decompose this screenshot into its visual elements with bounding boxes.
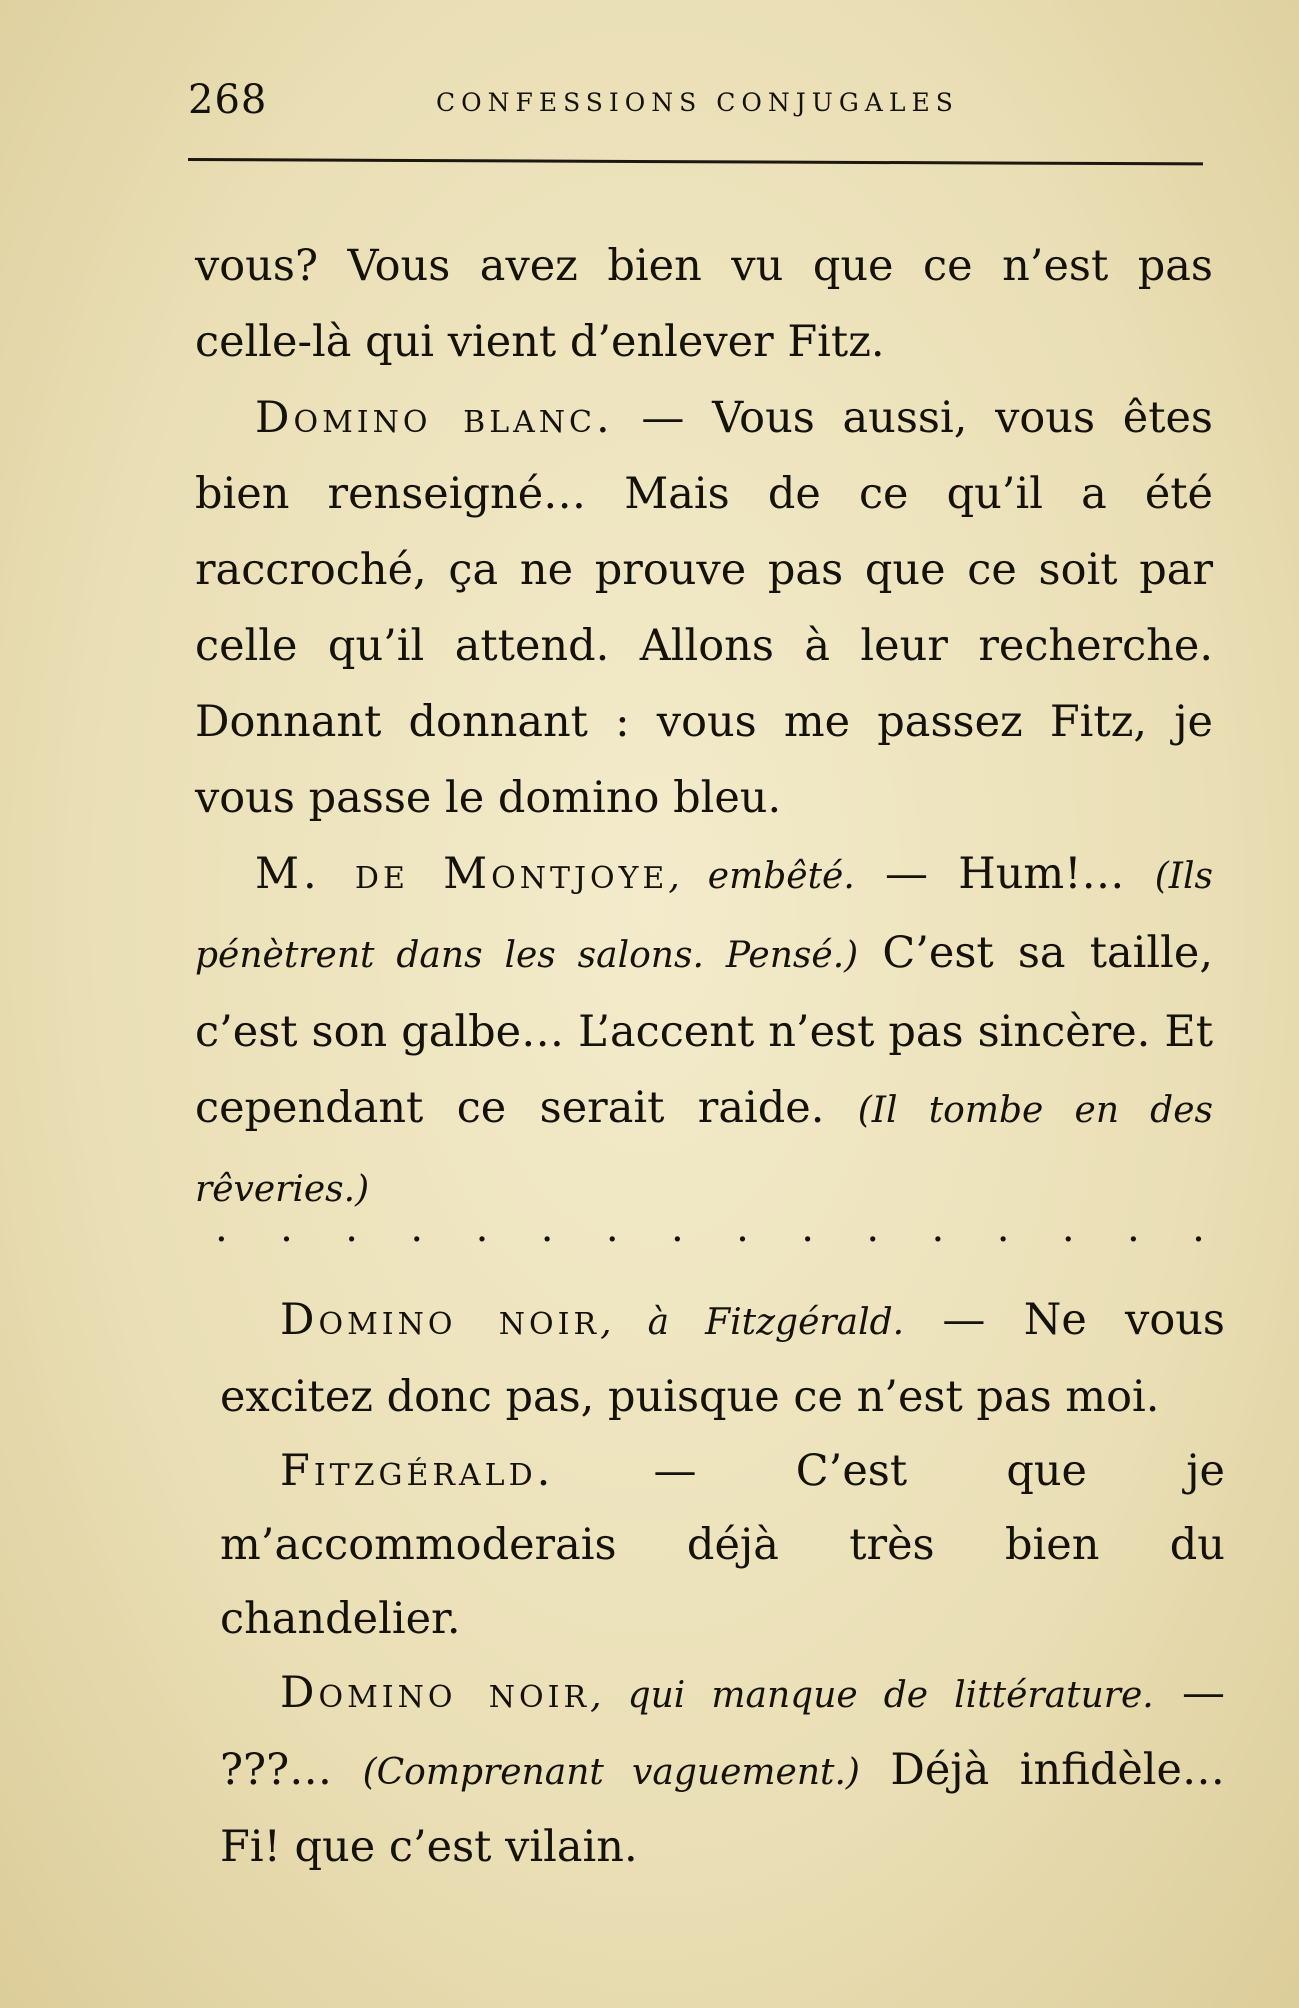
page-number: 268 [188,77,268,123]
paragraph [220,1434,1225,1656]
paragraph [195,380,1213,836]
text-block-2 [220,1283,1225,1884]
dot: . [801,1205,814,1251]
dot: . [670,1205,684,1251]
stage-direction: (Ils pénètrent dans les salons. Pensé.) [195,856,1213,976]
speaker-name: Domino noir [280,1668,591,1718]
dot: . [996,1205,1010,1251]
dialogue-text: — Ne vous excitez donc pas, puisque ce n’est pas moi. [220,1295,1226,1422]
dot: . [866,1205,880,1251]
dot: . [1192,1205,1205,1251]
dialogue-text: — ???… [220,1668,1226,1795]
dialogue-text: C’est sa taille, c’est son galbe… L’accent n’est pas sincère. Et cependant ce serait raide. [195,928,1213,1133]
dot: . [1126,1205,1140,1251]
speaker-name: Domino noir [280,1295,601,1345]
stage-direction: , embêté. [668,856,855,897]
stage-direction: , qui manque de littérature. [590,1675,1154,1716]
dot: . [1061,1205,1075,1251]
dialogue-text: — Vous aussi, vous êtes bien renseigné… Mais de ce qu’il a été raccroché, ça ne prouve pas que ce soit par celle qu’il attend. Allons à leur recherche. Donnant donnant : vous me passez Fitz, je vous passe le domino bleu. [195,393,1213,823]
dot: . [345,1205,358,1251]
stage-direction: (Comprenant vaguement.) [362,1752,860,1793]
speaker-name: M. de Montjoye [255,849,669,899]
dot: . [736,1205,749,1251]
separator-dots [215,1205,1205,1251]
paragraph [220,1283,1225,1434]
stage-direction: , à Fitzgérald. [600,1302,905,1343]
stage-direction: (Il tombe en des rêveries.) [195,1090,1213,1210]
paragraph [195,836,1213,1228]
dot: . [215,1205,228,1251]
text-block-1 [195,228,1213,1228]
dot: . [280,1205,293,1251]
dialogue-text: — Hum!… [854,849,1155,899]
speaker-name: Fitzgérald. [280,1446,555,1496]
dot: . [475,1205,489,1251]
page-header [188,77,1203,123]
running-title: CONFESSIONS CONJUGALES [436,88,959,117]
dot: . [410,1205,424,1251]
dot: . [605,1205,619,1251]
dialogue-text: — C’est que je m’accommoderais déjà très bien du chandelier. [220,1446,1225,1644]
header-rule [188,158,1203,165]
paragraph: vous? Vous avez bien vu que ce n’est pas celle-là qui vient d’enlever Fitz. [195,241,1213,367]
paragraph [220,1656,1225,1884]
dot: . [540,1205,554,1251]
dot: . [931,1205,945,1251]
speaker-name: Domino blanc. [255,393,614,443]
dialogue-text: Déjà infidèle… Fi! que c’est vilain. [220,1745,1225,1872]
